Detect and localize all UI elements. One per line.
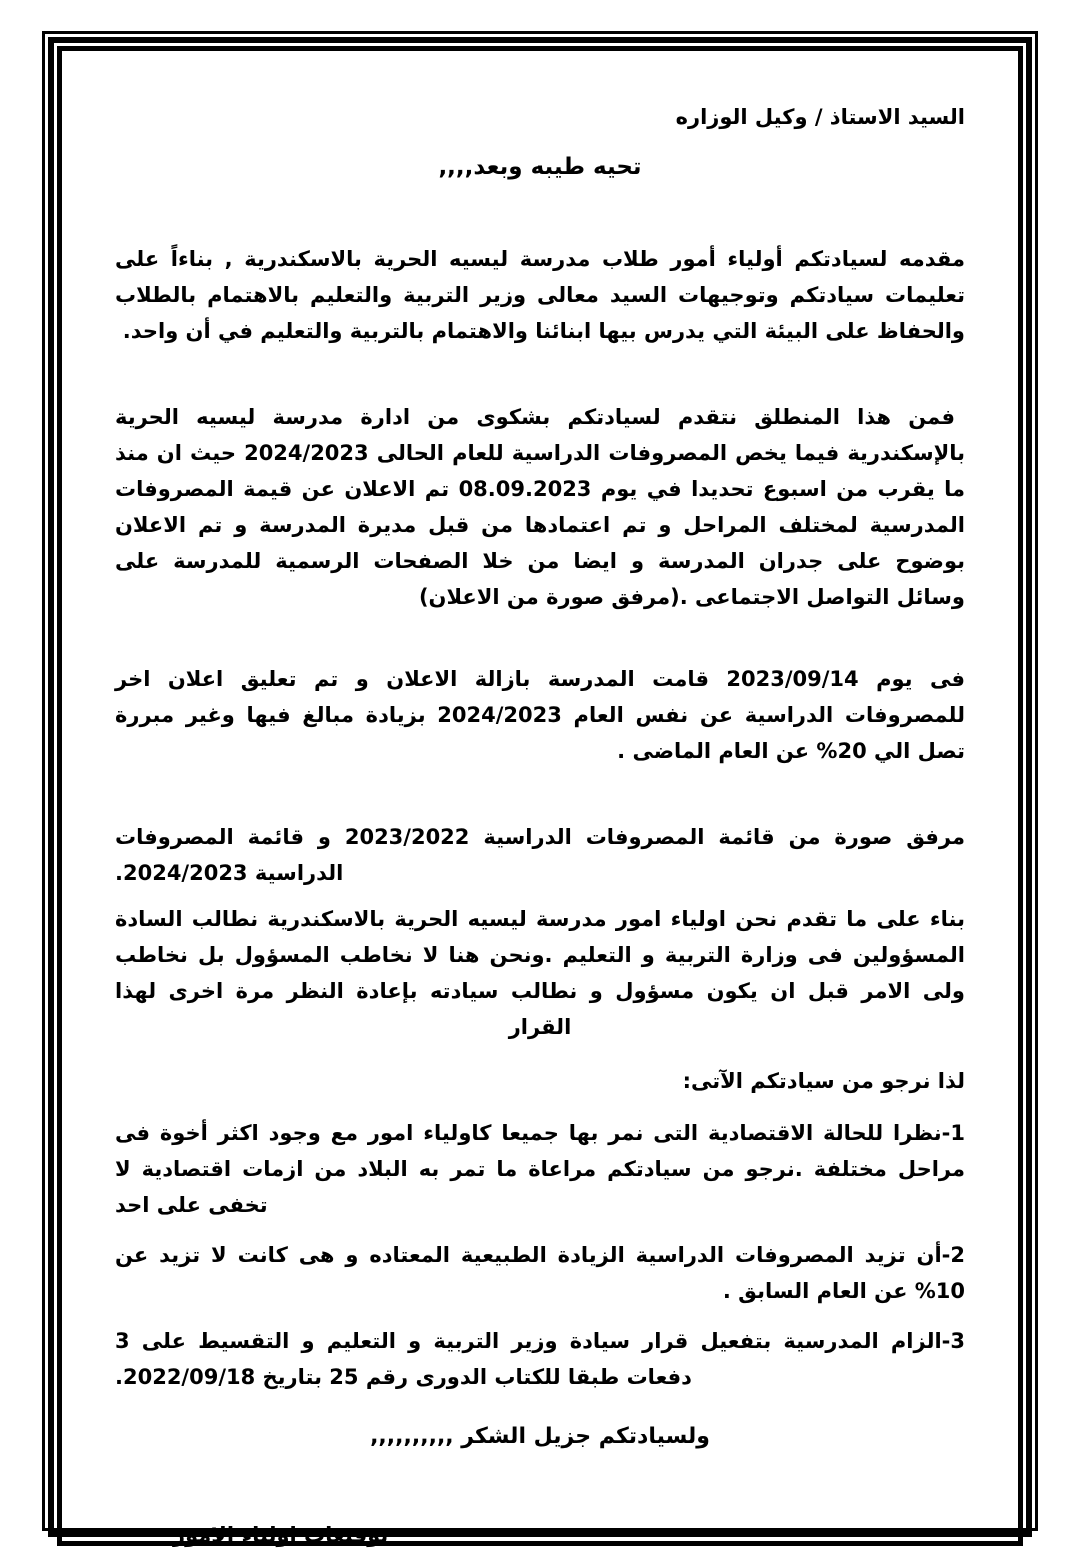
paragraph-attachment-note: مرفق صورة من قائمة المصروفات الدراسية 2023/2022 و قائمة المصروفات الدراسية 2024/2023. xyxy=(115,825,965,885)
request-item-2: 2-أن تزيد المصروفات الدراسية الزيادة الطبيعية المعتاده و هى كانت لا تزيد عن 10% عن العام السابق . xyxy=(115,1243,965,1303)
paragraph-announcement-removal: فى يوم 2023/09/14 قامت المدرسة بازالة الاعلان و تم تعليق اعلان اخر للمصروفات الدراسية عن نفس العام 2024/2023 بزيادة مبالغ فيها وغير مبررة تصل الي 20% عن العام الماضى . xyxy=(115,667,965,763)
request-item-1: 1-نظرا للحالة الاقتصادية التى نمر بها جميعا كاولياء امور مع وجود اكثر أخوة فى مراحل مختلفة .نرجو من سيادتكم مراعاة ما تمر به البلاد من ازمات اقتصادية لا تخفى على احد xyxy=(115,1121,965,1217)
request-item-3: 3-الزام المدرسية بتفعيل قرار سيادة وزير التربية و التعليم و التقسيط على 3 دفعات طبقا للكتاب الدورى رقم 25 بتاريخ 2022/09/18. xyxy=(115,1329,965,1389)
thanks-line: ولسيادتكم جزيل الشكر ,,,,,,,,,, xyxy=(370,1424,710,1449)
paragraph-introduction: مقدمه لسيادتكم أولياء أمور طلاب مدرسة ليسيه الحرية بالاسكندرية , بناءاً على تعليمات سيادتكم وتوجيهات السيد معالى وزير التربية والتعليم بالاهتمام بالطلاب والحفاظ على البيئة التي يدرس بيها ابنائنا والاهتمام بالتربية والتعليم في أن واحد. xyxy=(115,247,965,343)
requests-intro-line: لذا نرجو من سيادتكم الآتى: xyxy=(682,1069,965,1093)
recipient-line: السيد الاستاذ / وكيل الوزاره xyxy=(675,105,965,129)
paragraph-demand: بناء على ما تقدم نحن اولياء امور مدرسة ليسيه الحرية بالاسكندرية نطالب السادة المسؤولين فى وزارة التربية و التعليم .ونحن هنا لا نخاطب المسؤول بل نخاطب ولى الامر قبل ان يكون مسؤول و نطالب سيادته بإعادة النظر مرة اخرى لهذا القرار xyxy=(115,907,965,1039)
signatures-label: توقيعات اولياء الامور xyxy=(173,1523,389,1547)
greeting-line: تحيه طيبه وبعد,,,, xyxy=(438,154,642,180)
paragraph-complaint: فمن هذا المنطلق نتقدم لسيادتكم بشكوى من ادارة مدرسة ليسيه الحرية بالإسكندرية فيما يخص المصروفات الدراسية للعام الحالى 2024/2023 حيث ان منذ ما يقرب من اسبوع تحديدا في يوم 08.09.2023 تم الاعلان عن قيمة المصروفات المدرسية لمختلف المراحل و تم اعتمادها من قبل مديرة المدرسة و تم الاعلان بوضوح على جدران المدرسة و ايضا من خلا الصفحات الرسمية للمدرسة على وسائل التواصل الاجتماعى .(مرفق صورة من الاعلان) xyxy=(115,405,966,609)
letter-body xyxy=(62,51,1018,1553)
